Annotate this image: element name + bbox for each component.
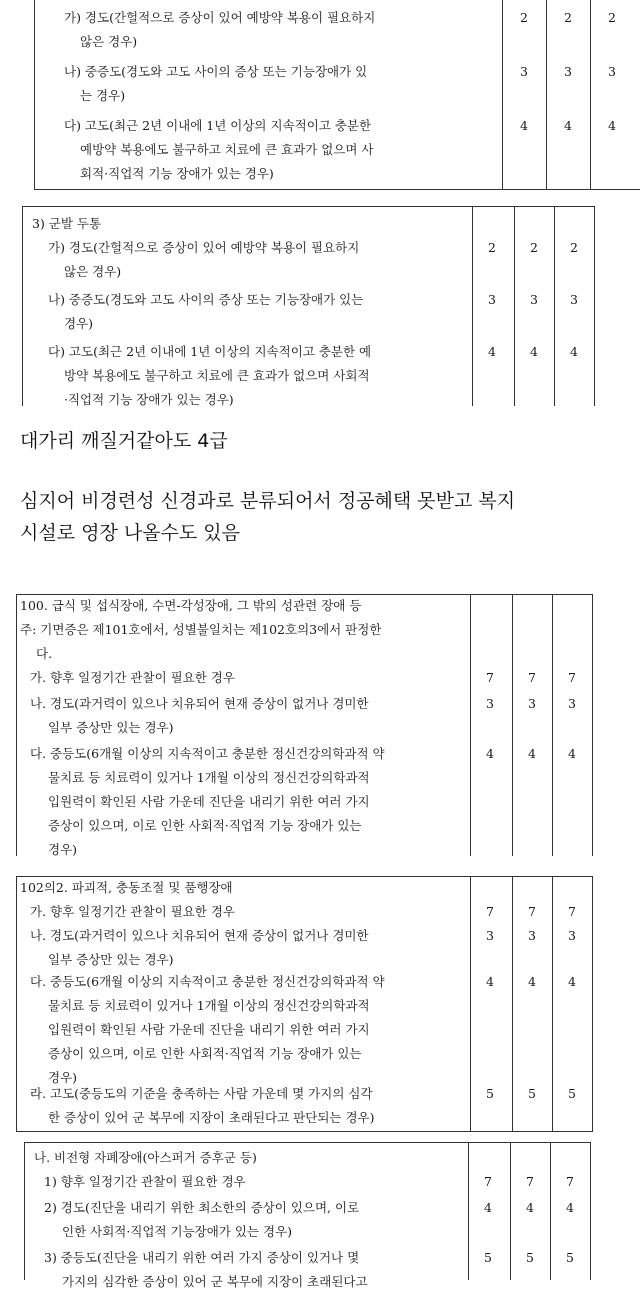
- grade-value: 4: [568, 746, 576, 761]
- caption-1: 대가리 깨질거같아도 4급: [20, 430, 228, 452]
- grade-value: 4: [570, 344, 578, 359]
- table-row: [30, 1082, 374, 1130]
- table-row: [30, 666, 235, 690]
- row-text-line: 않은 경우): [64, 264, 122, 279]
- row-text-line: 경우): [48, 842, 78, 857]
- table-eating-sleep-disorders: [16, 594, 616, 856]
- grade-value: 3: [520, 64, 528, 79]
- row-text-line: 3) 중등도(진단을 내리기 위한 여러 가지 증상이 있거나 몇: [44, 1250, 360, 1265]
- grade-value: 3: [486, 928, 494, 943]
- grade-value: 3: [528, 928, 536, 943]
- row-text-line: 라. 고도(중등도의 기준을 충족하는 사람 가운데 몇 가지의 심각: [30, 1086, 373, 1101]
- row-text-line: 증상이 있으며, 이로 인한 사회적·직업적 기능 장애가 있는: [48, 818, 362, 833]
- table-heading: 3) 군발 두통: [32, 216, 102, 231]
- grade-value: 4: [608, 118, 616, 133]
- grade-value: 3: [530, 292, 538, 307]
- grade-value: 4: [488, 344, 496, 359]
- grade-value: 5: [486, 1086, 494, 1101]
- grade-value: 3: [528, 696, 536, 711]
- row-text-line: 증상이 있으며, 이로 인한 사회적·직업적 기능 장애가 있는: [48, 1046, 362, 1061]
- grade-value: 2: [608, 10, 616, 25]
- table-row: [44, 1196, 359, 1244]
- row-text-line: 1) 향후 일정기간 관찰이 필요한 경우: [44, 1174, 246, 1189]
- grade-value: 3: [568, 928, 576, 943]
- row-text-line: 다. 중등도(6개월 이상의 지속적이고 충분한 정신건강의학과적 약: [30, 974, 385, 989]
- caption-2-line-2: 시설로 영장 나올수도 있음: [20, 522, 241, 544]
- table-atypical-autism: [24, 1142, 594, 1289]
- table-row: [44, 1170, 246, 1194]
- grade-value: 4: [528, 746, 536, 761]
- grade-value: 4: [486, 746, 494, 761]
- row-text-line: 방약 복용에도 불구하고 치료에 큰 효과가 없으며 사회적: [64, 368, 370, 383]
- row-text-line: 가. 향후 일정기간 관찰이 필요한 경우: [30, 670, 235, 685]
- grade-value: 5: [484, 1250, 492, 1265]
- grade-value: 3: [568, 696, 576, 711]
- row-text-line: 가지의 심각한 증상이 있어 군 복무에 지장이 초래된다고: [62, 1274, 368, 1289]
- grade-value: 4: [484, 1200, 492, 1215]
- row-text-line: 는 경우): [80, 88, 126, 103]
- grade-value: 7: [484, 1174, 492, 1189]
- grade-value: 5: [566, 1250, 574, 1265]
- grade-value: 7: [568, 904, 576, 919]
- grade-value: 5: [568, 1086, 576, 1101]
- row-text-line: 인한 사회적·직업적 기능장애가 있는 경우): [62, 1224, 293, 1239]
- row-text-line: 일부 증상만 있는 경우): [48, 720, 174, 735]
- table-note-line-1: 주: 기면증은 제101호에서, 성별불일치는 제102호의3에서 판정한: [20, 622, 382, 637]
- row-text-line: 나) 중증도(경도와 고도 사이의 증상 또는 기능장애가 있는: [48, 292, 364, 307]
- grade-value: 7: [526, 1174, 534, 1189]
- table-heading: 100. 급식 및 섭식장애, 수면-각성장애, 그 밖의 성관련 장애 등: [20, 598, 362, 613]
- grade-value: 3: [608, 64, 616, 79]
- row-text-line: 물치료 등 치료력이 있거나 1개월 이상의 정신건강의학과적: [48, 998, 370, 1013]
- grade-value: 4: [486, 974, 494, 989]
- row-text-line: 나) 중증도(경도와 고도 사이의 증상 또는 기능장애가 있: [64, 64, 368, 79]
- grade-value: 7: [566, 1174, 574, 1189]
- grade-value: 4: [526, 1200, 534, 1215]
- table-note-line-2: 다.: [36, 646, 53, 661]
- table-row: [30, 742, 385, 862]
- grade-value: 7: [486, 670, 494, 685]
- row-text-line: 가) 경도(간헐적으로 증상이 있어 예방약 복용이 필요하지: [64, 10, 376, 25]
- grade-value: 4: [520, 118, 528, 133]
- table-row: [64, 6, 375, 54]
- row-text-line: 입원력이 확인된 사람 가운데 진단을 내리기 위한 여러 가지: [48, 794, 370, 809]
- row-text-line: 물치료 등 치료력이 있거나 1개월 이상의 정신건강의학과적: [48, 770, 370, 785]
- table-row: [64, 114, 373, 186]
- row-text-line: 입원력이 확인된 사람 가운데 진단을 내리기 위한 여러 가지: [48, 1022, 370, 1037]
- table-row: [30, 900, 235, 924]
- row-text-line: 일부 증상만 있는 경우): [48, 952, 174, 967]
- grade-value: 4: [564, 118, 572, 133]
- row-text-line: 회적·직업적 기능 장애가 있는 경우): [80, 166, 274, 181]
- table-row: [30, 924, 369, 972]
- row-text-line: 않은 경우): [80, 34, 138, 49]
- table-row: [64, 60, 367, 108]
- grade-value: 3: [486, 696, 494, 711]
- grade-value: 7: [486, 904, 494, 919]
- row-text-line: ·직업적 기능 장애가 있는 경우): [64, 392, 234, 407]
- grade-value: 4: [530, 344, 538, 359]
- row-text-line: 가) 경도(간헐적으로 증상이 있어 예방약 복용이 필요하지: [48, 240, 360, 255]
- table-row: [48, 288, 363, 336]
- table-row: [48, 340, 371, 412]
- row-text-line: 경우): [48, 1070, 78, 1085]
- grade-value: 2: [488, 240, 496, 255]
- table-migraine-grades: [34, 0, 640, 190]
- table-row: [30, 692, 369, 740]
- row-text-line: 경우): [64, 316, 94, 331]
- table-heading: 102의2. 파괴적, 충동조절 및 품행장애: [20, 880, 233, 895]
- grade-value: 2: [530, 240, 538, 255]
- caption-2-line-1: 심지어 비경련성 신경과로 분류되어서 정공혜택 못받고 복지: [20, 490, 516, 512]
- table-row: [30, 970, 385, 1090]
- row-text-line: 다) 고도(최근 2년 이내에 1년 이상의 지속적이고 충분한: [64, 118, 372, 133]
- grade-value: 5: [526, 1250, 534, 1265]
- grade-value: 7: [528, 670, 536, 685]
- row-text-line: 2) 경도(진단을 내리기 위한 최소한의 증상이 있으며, 이로: [44, 1200, 360, 1215]
- row-text-line: 예방약 복용에도 불구하고 치료에 큰 효과가 없으며 사: [80, 142, 374, 157]
- table-cluster-headache: [22, 206, 594, 406]
- table-row: [44, 1246, 368, 1294]
- grade-value: 4: [528, 974, 536, 989]
- grade-value: 2: [520, 10, 528, 25]
- row-text-line: 나. 경도(과거력이 있으나 치유되어 현재 증상이 없거나 경미한: [30, 696, 369, 711]
- table-heading: 나. 비전형 자폐장애(아스퍼거 증후군 등): [34, 1150, 257, 1165]
- grade-value: 3: [488, 292, 496, 307]
- table-row: [48, 236, 359, 284]
- row-text-line: 가. 향후 일정기간 관찰이 필요한 경우: [30, 904, 235, 919]
- table-impulse-conduct-disorders: [16, 876, 616, 1132]
- grade-value: 2: [564, 10, 572, 25]
- row-text-line: 나. 경도(과거력이 있으나 치유되어 현재 증상이 없거나 경미한: [30, 928, 369, 943]
- grade-value: 2: [570, 240, 578, 255]
- grade-value: 5: [528, 1086, 536, 1101]
- grade-value: 3: [570, 292, 578, 307]
- row-text-line: 다. 중등도(6개월 이상의 지속적이고 충분한 정신건강의학과적 약: [30, 746, 385, 761]
- row-text-line: 다) 고도(최근 2년 이내에 1년 이상의 지속적이고 충분한 예: [48, 344, 372, 359]
- row-text-line: 한 증상이 있어 군 복무에 지장이 초래된다고 판단되는 경우): [48, 1110, 375, 1125]
- grade-value: 7: [568, 670, 576, 685]
- grade-value: 3: [564, 64, 572, 79]
- grade-value: 4: [566, 1200, 574, 1215]
- grade-value: 7: [528, 904, 536, 919]
- grade-value: 4: [568, 974, 576, 989]
